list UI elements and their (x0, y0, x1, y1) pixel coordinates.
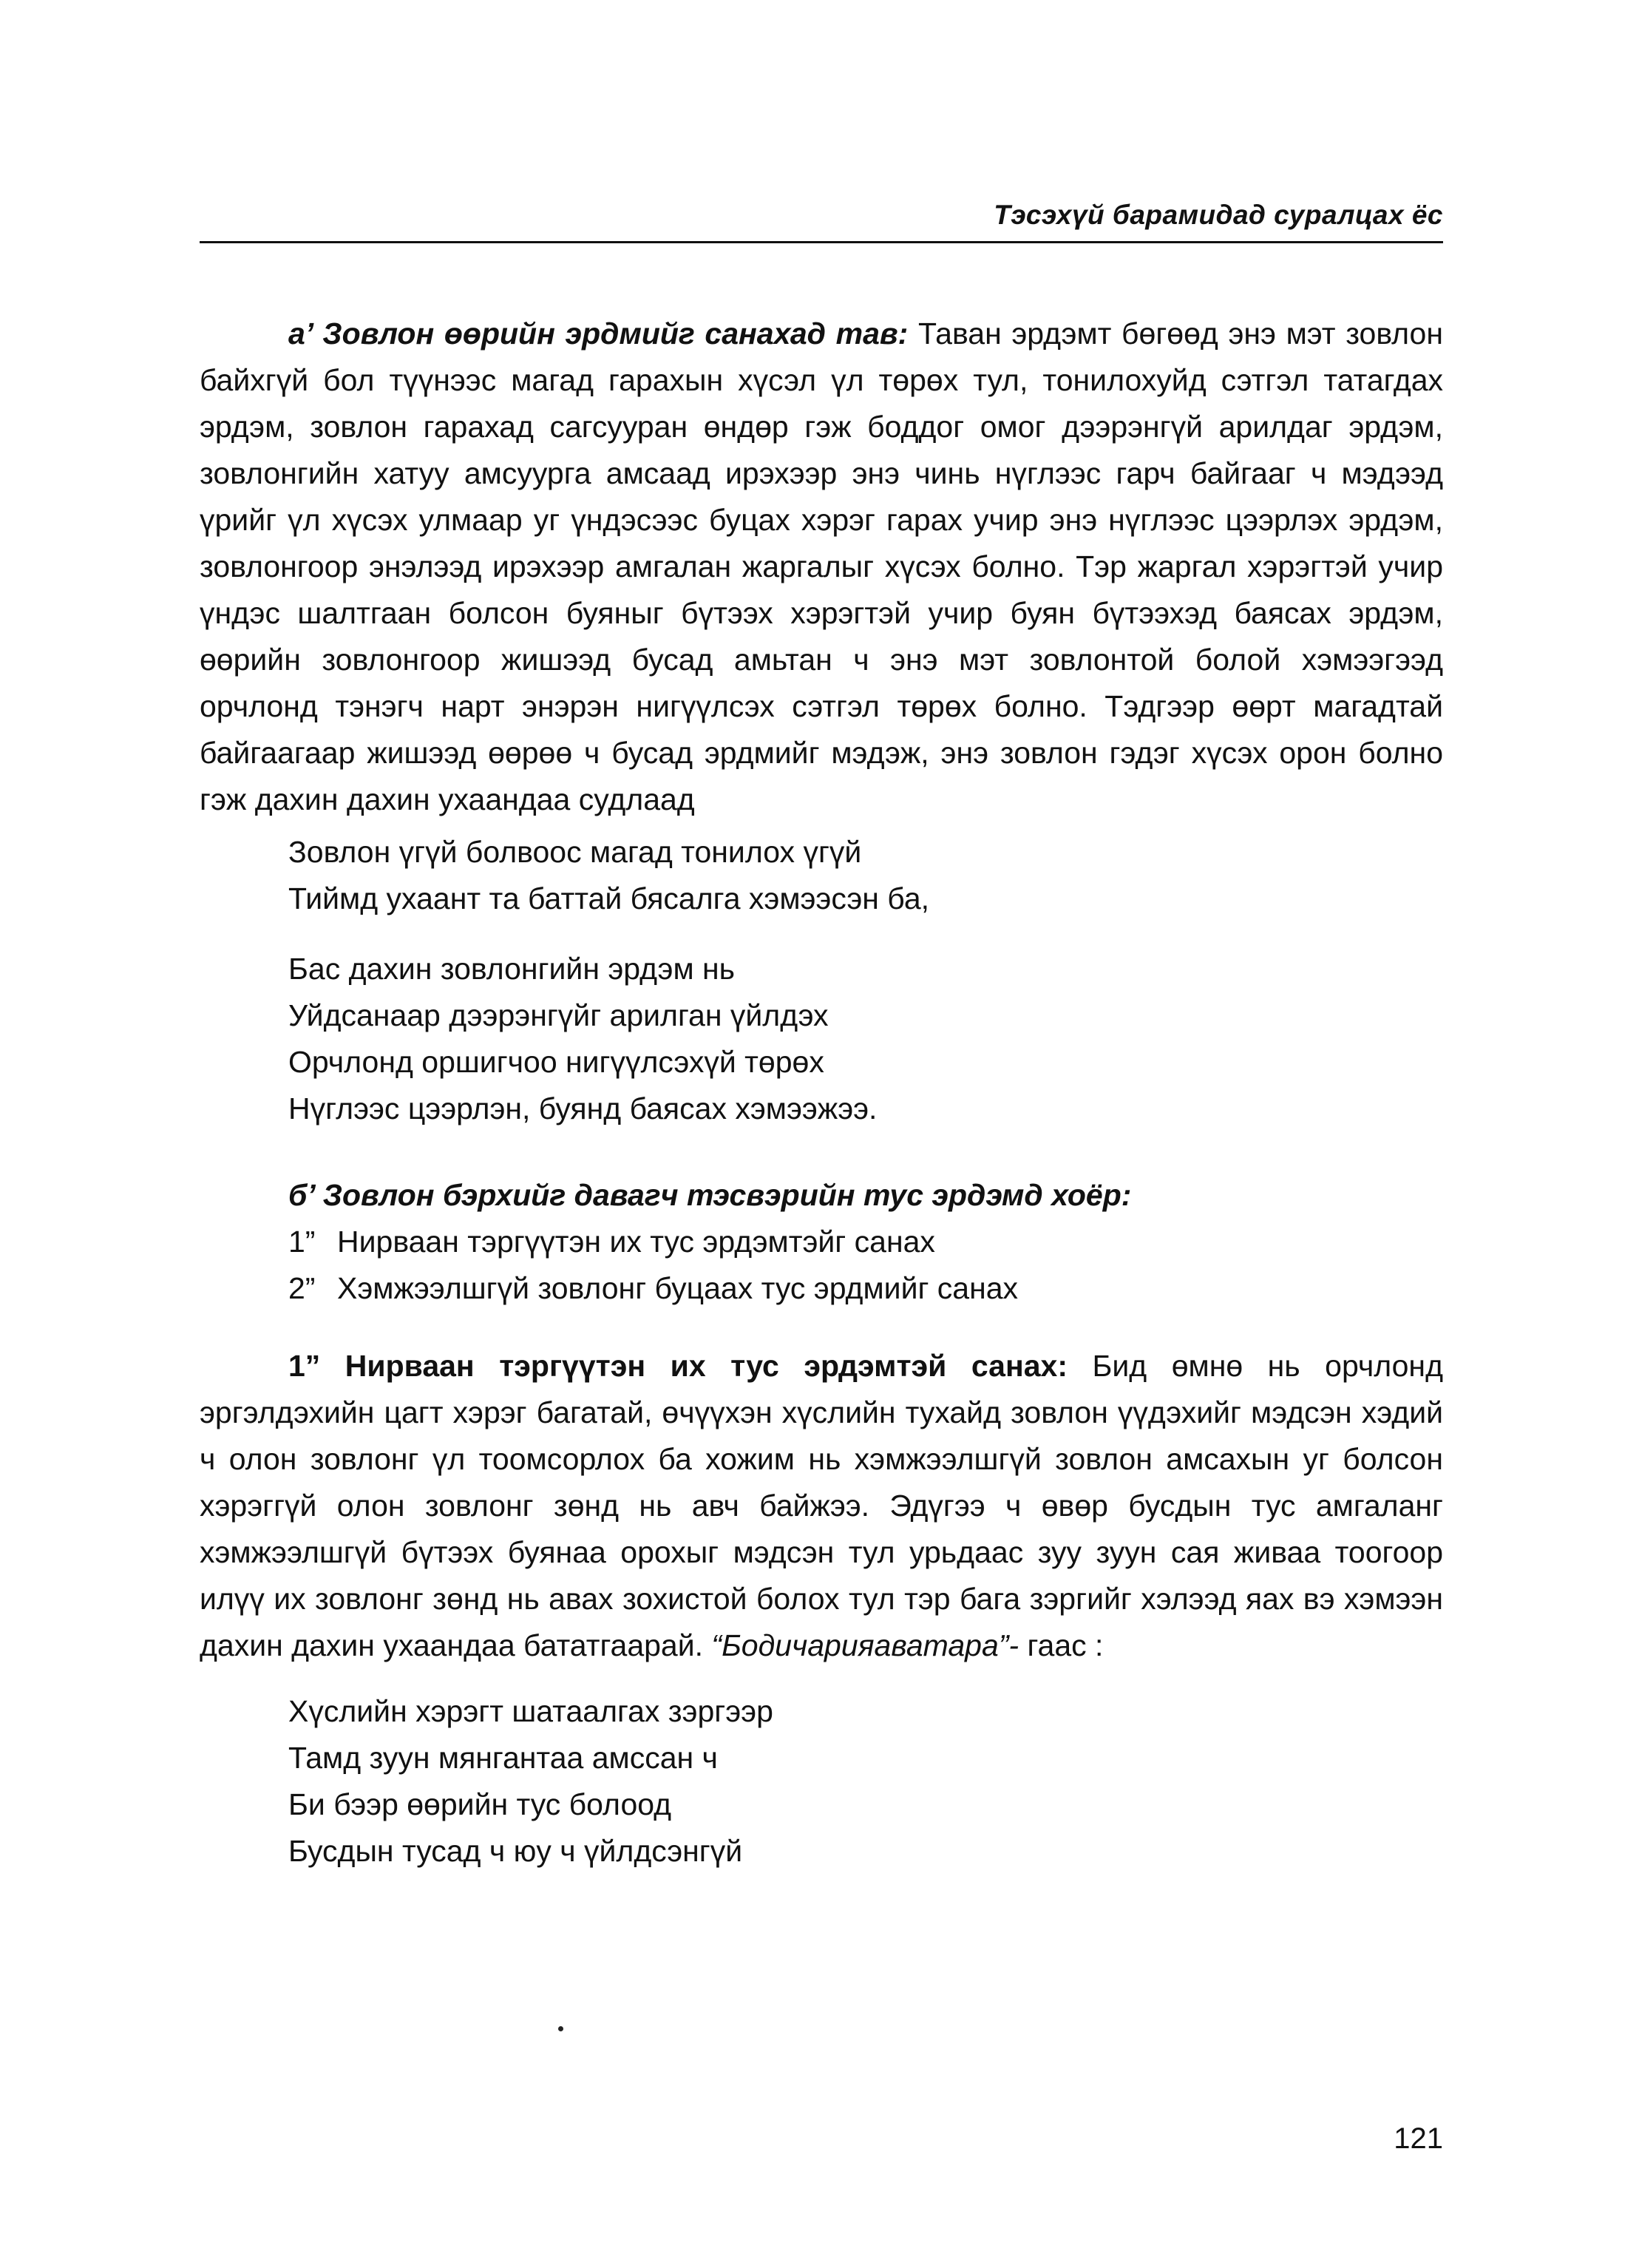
verse-line: Хүслийн хэрэгт шатаалгах зэргээр (288, 1694, 773, 1728)
section-b-title: б’ Зовлон бэрхийг давагч тэсвэрийн тус эрдэмд хоёр: (288, 1178, 1132, 1212)
stray-dot-mark (558, 2026, 563, 2031)
verse-line: Уйдсанаар дээрэнгүйг арилган үйлдэх (288, 998, 829, 1032)
quote-source: “Бодичарияаватара”- (711, 1628, 1019, 1662)
list-item-number: 1” (288, 1225, 316, 1259)
section-b-list (288, 1219, 1443, 1312)
paragraph-1-text-end: гаас : (1019, 1628, 1104, 1662)
verse-line: Тиймд ухаант та баттай бясалга хэмээсэн ба, (288, 881, 930, 915)
verse-line: Нүглээс цээрлэн, буянд баясах хэмээжээ. (288, 1091, 878, 1125)
paragraph-a-heading: а’ Зовлон өөрийн эрдмийг санахад тав: (288, 316, 909, 351)
verse-line: Бусдын тусад ч юу ч үйлдсэнгүй (288, 1834, 743, 1868)
header-rule (200, 241, 1443, 243)
paragraph-a-text: Таван эрдэмт бөгөөд энэ мэт зовлон байхгүй бол түүнээс магад гарахын хүсэл үл төрөх тул, тонилохуйд сэтгэл татагдах эрдэм, зовлон гарахад сагсууран өндөр гэж боддог омог дээрэнгүй арилдаг эрдэм, зовлонгийн хатуу амсуурга амсаад ирэхээр энэ чинь нүглээс гарч байгааг ч мэдээд үрийг үл хүсэх улмаар уг үндэсээс буцах хэрэг гарах учир энэ нүглээс цээрлэх эрдэм, зовлонгоор энэлээд ирэхээр амгалан жаргалыг хүсэх болно. Тэр жаргал хэрэгтэй учир үндэс шалтгаан болсон буяныг бүтээх хэрэгтэй учир буян бүтээхэд баясах эрдэм, өөрийн зовлонгоор жишээд бусад амьтан ч энэ мэт зовлонтой болой хэмээгээд орчлонд тэнэгч нарт энэрэн нигүүлсэх сэтгэл төрөх болно. Тэдгээр өөрт магадтай байгаагаар жишээд өөрөө ч бусад эрдмийг мэдэж, энэ зовлон гэдэг хүсэх орон болно гэж дахин дахин ухаандаа судлаад (200, 316, 1443, 816)
list-item (288, 1219, 1443, 1265)
verse-line: Тамд зуун мянгантаа амссан ч (288, 1741, 718, 1775)
verse-line: Зовлон үгүй болвоос магад тонилох үгүй (288, 835, 862, 869)
paragraph-1-heading: 1” Нирваан тэргүүтэн их тус эрдэмтэй санах: (288, 1349, 1068, 1383)
verse-block-1 (288, 829, 1443, 922)
spacer (200, 1312, 1443, 1343)
verse-block-2 (288, 946, 1443, 1132)
list-item-number: 2” (288, 1271, 316, 1305)
verse-line: Би бээр өөрийн тус болоод (288, 1787, 672, 1821)
page-content (200, 311, 1443, 1875)
page-number: 121 (1394, 2122, 1443, 2155)
verse-line: Орчлонд оршигчоо нигүүлсэхүй төрөх (288, 1045, 824, 1079)
verse-line: Бас дахин зовлонгийн эрдэм нь (288, 952, 736, 986)
list-item-text: Хэмжээлшгүй зовлонг буцаах тус эрдмийг санах (337, 1271, 1019, 1305)
list-item-text: Нирваан тэргүүтэн их тус эрдэмтэйг санах (337, 1225, 935, 1259)
running-header (200, 200, 1443, 244)
paragraph-1 (200, 1343, 1443, 1669)
paragraph-1-text: Бид өмнө нь орчлонд эргэлдэхийн цагт хэрэг багатай, өчүүхэн хүслийн тухайд зовлон үүдэхийг мэдсэн хэдий ч олон зовлонг үл тоомсорлох ба хожим нь хэмжээлшгүй зовлон амсахын уг болсон хэрэггүй олон зовлонг зөнд нь авч байжээ. Эдүгээ ч өвөр бусдын тус амгаланг хэмжээлшгүй бүтээх буянаа орохыг мэдсэн тул урьдаас зуу зуун сая живаа тоогоор илүү их зовлонг зөнд нь авах зохистой болох тул тэр бага зэргийг хэлээд яах вэ хэмээн дахин дахин ухаандаа бататгаарай. (200, 1349, 1443, 1662)
running-title: Тэсэхүй барамидад суралцах ёс (994, 200, 1443, 230)
list-item (288, 1265, 1443, 1312)
stanza-gap (200, 922, 1443, 940)
verse-block-3 (288, 1688, 1443, 1875)
paragraph-a (200, 311, 1443, 823)
